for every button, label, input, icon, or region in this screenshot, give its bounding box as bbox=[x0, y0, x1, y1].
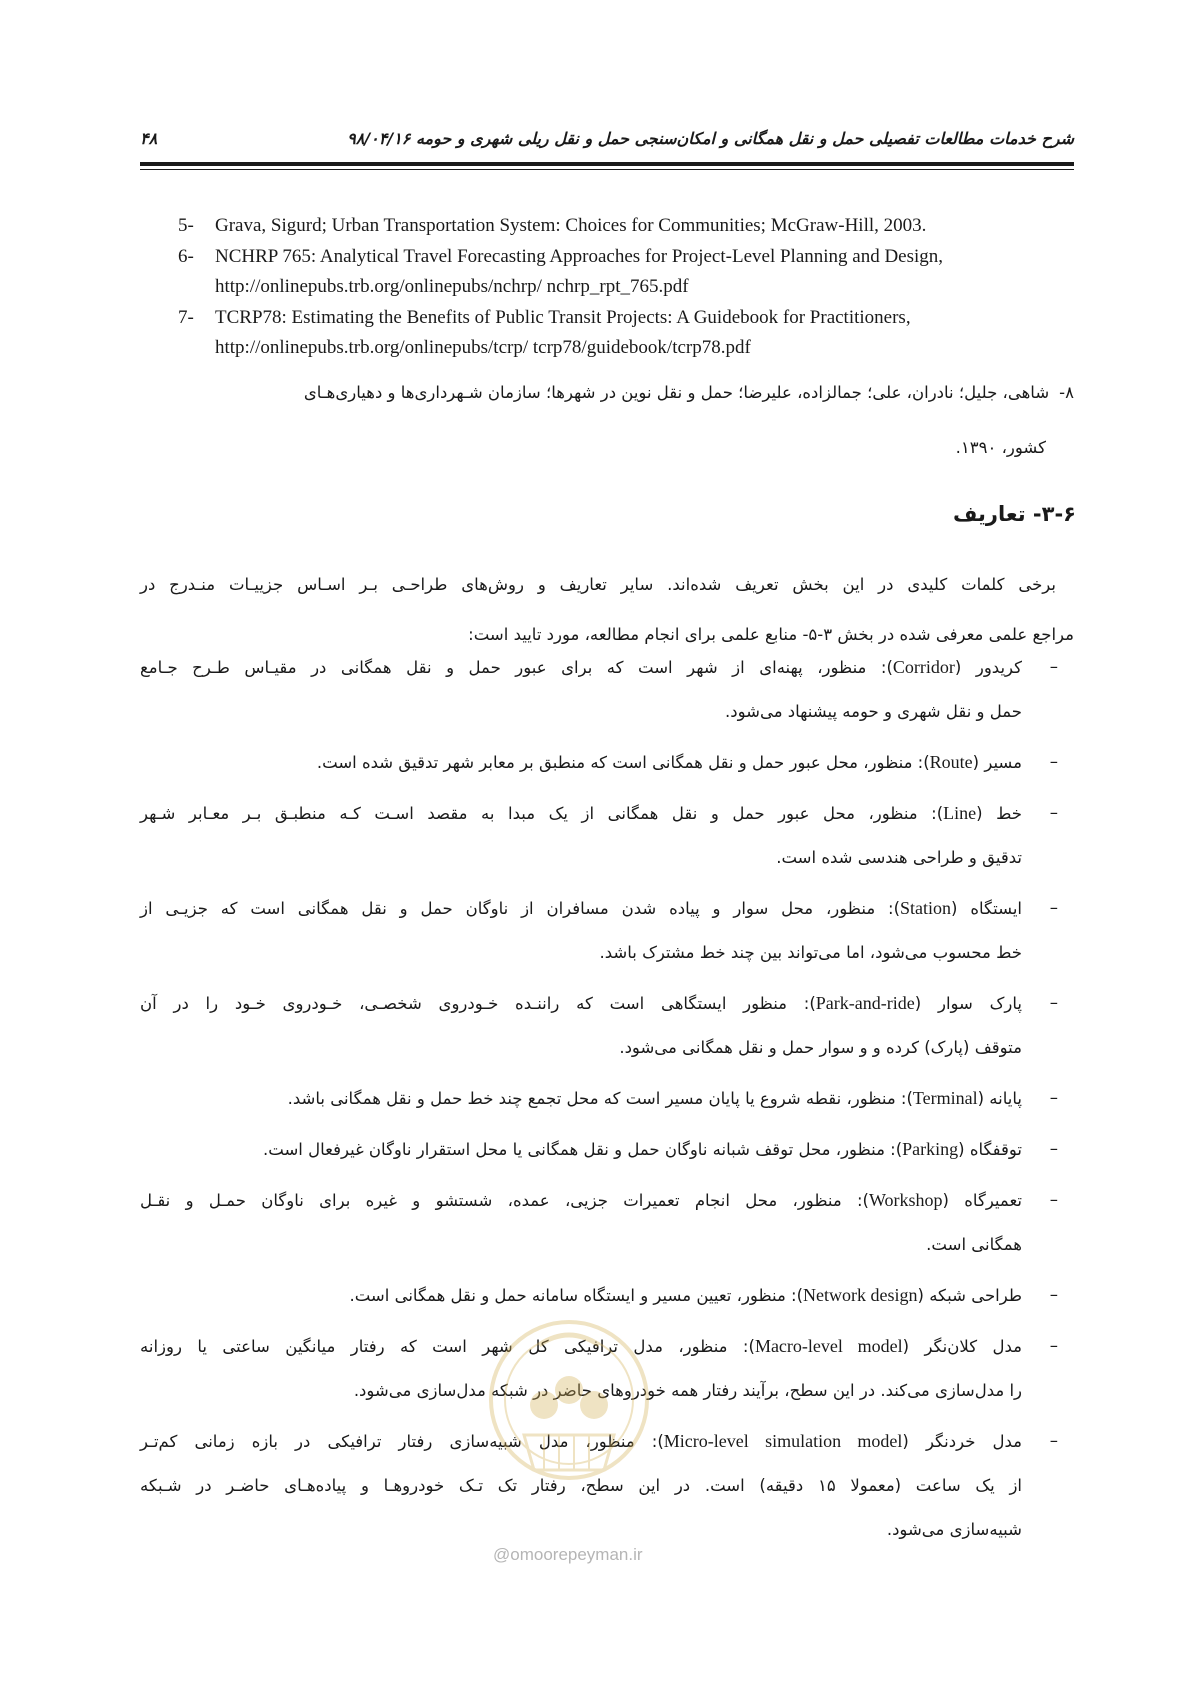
definition-text: کریدور ( bbox=[954, 658, 1022, 677]
definition-item bbox=[140, 645, 1074, 734]
definition-term: Parking bbox=[902, 1139, 959, 1159]
watermark-logo-icon bbox=[484, 1305, 654, 1495]
reference-number: 6- bbox=[178, 245, 194, 267]
header-title: شرح خدمات مطالعات تفصیلی حمل و نقل همگانی و امکان‌سنجی حمل و نقل ریلی شهری و حومه bbox=[415, 129, 1074, 148]
list-dash: – bbox=[1049, 1285, 1058, 1304]
reference-number: 7- bbox=[178, 306, 194, 328]
definition-term: Macro-level model bbox=[754, 1336, 903, 1356]
definition-text: ): منظور، محل عبور حمل و نقل همگانی است که منطبق بر معابر شهر تدقیق شده است. bbox=[316, 753, 930, 772]
list-dash: – bbox=[1049, 1190, 1058, 1209]
definition-term: Route bbox=[929, 752, 973, 772]
english-references bbox=[178, 211, 1076, 364]
definition-text: تعمیرگاه ( bbox=[942, 1191, 1022, 1210]
reference-number: ۸- bbox=[1059, 383, 1074, 402]
header-rule-thick bbox=[140, 162, 1074, 166]
reference-item bbox=[178, 242, 1076, 303]
definition-item bbox=[140, 886, 1074, 975]
definition-term: Micro-level simulation model bbox=[663, 1431, 903, 1451]
reference-text-continued: کشور، ۱۳۹۰. bbox=[955, 438, 1046, 457]
definition-text: ): منظور، مدل ترافیکی کل شهر است که رفتار میانگین ساعتی یا روزانه bbox=[140, 1337, 755, 1356]
list-dash: – bbox=[1049, 752, 1058, 771]
header-rule-thin bbox=[140, 169, 1074, 170]
list-dash: – bbox=[1049, 1088, 1058, 1107]
reference-url: http://onlinepubs.trb.org/onlinepubs/nchrp/ nchrp_rpt_765.pdf bbox=[215, 276, 689, 297]
list-dash: – bbox=[1049, 1336, 1058, 1355]
reference-item bbox=[178, 303, 1076, 364]
definition-text: ): منظور، مدل شبیه‌سازی رفتار ترافیکی در بازه زمانی کم‌تـر bbox=[140, 1432, 664, 1451]
definition-text: طراحی شبکه ( bbox=[917, 1286, 1022, 1305]
definition-term: Network design bbox=[803, 1285, 918, 1305]
definition-item bbox=[140, 1178, 1074, 1267]
reference-number: 5- bbox=[178, 215, 194, 236]
definition-text: ): منظور، محل عبور حمل و نقل همگانی از یک مبدا به مقصد اسـت کـه منطبـق بـر معـابر شـهر bbox=[140, 804, 944, 823]
definition-text: ): منظور، محل سوار و پیاده شدن مسافران از ناوگان حمل و نقل همگانی است که جزیـی از bbox=[140, 899, 901, 918]
header-title-group bbox=[333, 129, 1074, 148]
page-header bbox=[140, 122, 1074, 152]
definition-term: Station bbox=[900, 898, 952, 918]
reference-text: TCRP78: Estimating the Benefits of Public Transit Projects: A Guidebook for Practitioners, bbox=[215, 306, 911, 328]
definition-term: Park-and-ride bbox=[815, 993, 915, 1013]
definition-term: Terminal bbox=[912, 1088, 978, 1108]
definition-item bbox=[140, 740, 1074, 785]
intro-line: مراجع علمی معرفی شده در بخش ۳-۵- منابع علمی برای انجام مطالعه، مورد تایید است: bbox=[468, 625, 1074, 644]
page-number: ۴۸ bbox=[140, 129, 158, 148]
list-dash: – bbox=[1049, 1139, 1058, 1158]
definition-item bbox=[140, 1127, 1074, 1172]
definition-continuation: را مدل‌سازی می‌کند. در این سطح، برآیند رفتار همه خودروهای حاضر در شبکه مدل‌سازی می‌شود. bbox=[353, 1381, 1022, 1400]
reference-text: NCHRP 765: Analytical Travel Forecasting Approaches for Project-Level Planning and Design, bbox=[215, 245, 944, 267]
list-dash: – bbox=[1049, 803, 1058, 822]
persian-reference bbox=[140, 365, 1074, 475]
definition-text: مسیر ( bbox=[972, 753, 1022, 772]
watermark-text: @omoorepeyman.ir bbox=[493, 1545, 643, 1564]
reference-url: http://onlinepubs.trb.org/onlinepubs/tcrp/ tcrp78/guidebook/tcrp78.pdf bbox=[215, 337, 751, 358]
list-dash: – bbox=[1049, 898, 1058, 917]
definition-text: پارک سوار ( bbox=[914, 994, 1022, 1013]
definition-text: ): منظور، محل توقف شبانه ناوگان حمل و نقل همگانی یا محل استقرار ناوگان غیرفعال است. bbox=[263, 1140, 903, 1159]
list-dash: – bbox=[1049, 1431, 1058, 1450]
definition-text: خط ( bbox=[976, 804, 1023, 823]
list-dash: – bbox=[1049, 657, 1058, 676]
definition-continuation: همگانی است. bbox=[926, 1235, 1022, 1254]
definition-text: ): منظور، تعیین مسیر و ایستگاه سامانه حمل و نقل همگانی است. bbox=[349, 1286, 804, 1305]
definition-item bbox=[140, 1076, 1074, 1121]
section-heading: ۳-۶- تعاریف bbox=[953, 502, 1076, 526]
definition-continuation: شبیه‌سازی می‌شود. bbox=[886, 1520, 1022, 1539]
list-dash: – bbox=[1049, 993, 1058, 1012]
reference-text: Grava, Sigurd; Urban Transportation System: Choices for Communities; McGraw-Hill, 2003. bbox=[215, 215, 927, 236]
definition-text: ): منظور، نقطه شروع یا پایان مسیر است که محل تجمع چند خط حمل و نقل همگانی باشد. bbox=[287, 1089, 913, 1108]
reference-item bbox=[178, 211, 1076, 242]
definition-text: پایانه ( bbox=[977, 1089, 1022, 1108]
definition-continuation: از یک ساعت (معمولا ۱۵ دقیقه) است. در این سطح، رفتار تک تـک خودروهـا و پیاده‌هـای حاضـر در شـبکه bbox=[140, 1476, 1022, 1495]
reference-text: شاهی، جلیل؛ نادران، علی؛ جمالزاده، علیرضا؛ حمل و نقل نوین در شهرها؛ سازمان شـهرداری‌ها و دهیاری‌هـای bbox=[303, 383, 1050, 402]
definition-term: Workshop bbox=[869, 1190, 943, 1210]
definition-text: ایستگاه ( bbox=[951, 899, 1022, 918]
intro-line: برخی کلمات کلیدی در این بخش تعریف شده‌اند. سایر تعاریف و روش‌های طراحـی بـر اسـاس جزییـات منـدرج در bbox=[140, 575, 1056, 594]
definition-text: مدل خردنگر ( bbox=[902, 1432, 1022, 1451]
definition-item bbox=[140, 791, 1074, 880]
header-date: ۹۸/۰۴/۱۶ bbox=[347, 129, 411, 148]
definition-continuation: خط محسوب می‌شود، اما می‌تواند بین چند خط مشترک باشد. bbox=[599, 943, 1022, 962]
definition-text: مدل کلان‌نگر ( bbox=[902, 1337, 1022, 1356]
definition-term: Line bbox=[943, 803, 977, 823]
definition-item bbox=[140, 981, 1074, 1070]
definition-text: ): منظور، پهنه‌ای از شهر است که برای عبور حمل و نقل همگانی در مقیـاس طـرح جـامع bbox=[140, 658, 893, 677]
definition-continuation: حمل و نقل شهری و حومه پیشنهاد می‌شود. bbox=[725, 702, 1022, 721]
definition-term: Corridor bbox=[892, 657, 955, 677]
definition-continuation: متوقف (پارک) کرده و و سوار حمل و نقل همگانی می‌شود. bbox=[619, 1038, 1022, 1057]
definition-text: ): منظور ایستگاهی است که راننـده خـودروی شخصـی، خـودروی خـود را در آن bbox=[140, 994, 816, 1013]
definition-text: ): منظور، محل انجام تعمیرات جزیی، عمده، شستشو و غیره برای ناوگان حمـل و نقـل bbox=[140, 1191, 869, 1210]
definition-text: توقفگاه ( bbox=[958, 1140, 1022, 1159]
definition-continuation: تدقیق و طراحی هندسی شده است. bbox=[776, 848, 1022, 867]
